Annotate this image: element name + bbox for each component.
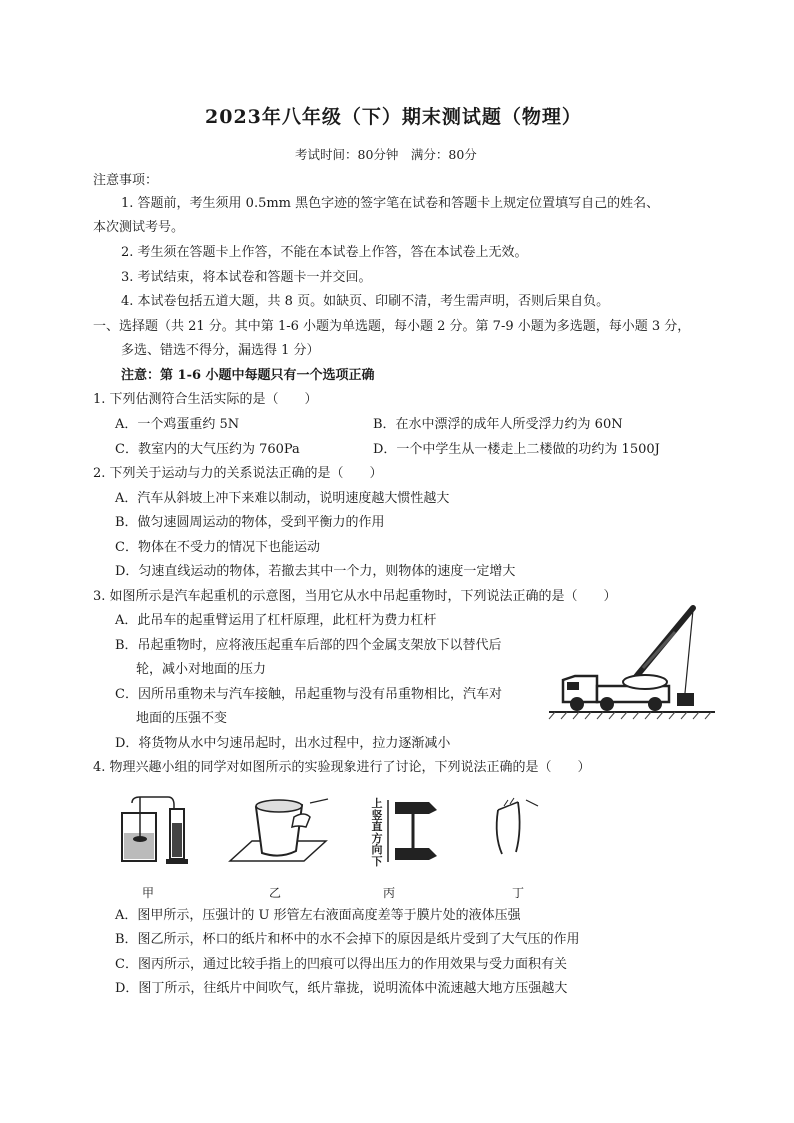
q2-option-b: B．做匀速圆周运动的物体，受到平衡力的作用 [115, 515, 385, 530]
q2-option-d: D．匀速直线运动的物体，若撤去其中一个力，则物体的速度一定增大 [115, 564, 516, 579]
notice-item-3: 3. 考试结束，将本试卷和答题卡一并交回。 [121, 270, 372, 285]
q2-stem: 2. 下列关于运动与力的关系说法正确的是（ ） [93, 466, 383, 481]
figure-label-jia: 甲 [142, 886, 155, 900]
notice-item-2: 2. 考生须在答题卡上作答，不能在本试卷上作答，答在本试卷上无效。 [121, 245, 528, 260]
notice-heading: 注意事项： [93, 173, 159, 188]
q4-option-d: D．图丁所示，往纸片中间吹气，纸片靠拢，说明流体中流速越大地方压强越大 [115, 981, 568, 996]
q3-option-c: C．因所吊重物未与汽车接触，吊起重物与没有吊重物相比，汽车对 [115, 687, 502, 702]
figure-yi-cup-paper [222, 795, 332, 871]
hand [292, 814, 310, 827]
section1-header: 一、选择题（共 21 分。其中第 1-6 小题为单选题，每小题 2 分。第 7-9 小题为多选题，每小题 3 分， [93, 319, 691, 334]
figure-label-yi: 乙 [269, 886, 282, 900]
label-up: 上 [371, 797, 383, 810]
lower-finger [395, 848, 437, 860]
label-down: 下 [371, 854, 383, 868]
figure-bing-direction-label [369, 798, 385, 867]
label-char: 直 [371, 820, 383, 833]
truck-wheel [570, 697, 584, 711]
label-char: 方 [371, 831, 383, 845]
q1-stem: 1. 下列估测符合生活实际的是（ ） [93, 392, 318, 407]
q1-option-d: D．一个中学生从一楼走上二楼做的功约为 1500J [373, 442, 660, 457]
truck-wheel [600, 697, 614, 711]
crane-turntable [623, 675, 667, 689]
label-char: 竖 [371, 808, 383, 822]
truck-wheel [648, 697, 662, 711]
paper-left [497, 810, 502, 854]
figure-ding-paper-sheets [490, 796, 550, 860]
q1-option-b: B．在水中漂浮的成年人所受浮力约为 60N [373, 417, 623, 432]
q2-option-c: C．物体在不受力的情况下也能运动 [115, 540, 320, 555]
q3-option-b-cont: 轮，减小对地面的压力 [136, 662, 267, 677]
q4-option-c: C．图丙所示，通过比较手指上的凹痕可以得出压力的作用效果与受力面积有关 [115, 957, 567, 972]
notice-item-1: 1. 答题前，考生须用 0.5mm 黑色字迹的签字笔在试卷和答题卡上规定位置填写自己的姓名、 [121, 196, 660, 211]
q2-option-a: A．汽车从斜坡上冲下来难以制动，说明速度越大惯性越大 [115, 491, 450, 506]
blow-line [526, 800, 538, 806]
paper-right [516, 802, 520, 852]
q1-option-c: C．教室内的大气压约为 760Pa [115, 442, 300, 457]
q4-option-a: A．图甲所示，压强计的 U 形管左右液面高度差等于膜片处的液体压强 [115, 908, 521, 923]
notice-item-4: 4. 本试卷包括五道大题，共 8 页。如缺页、印刷不清，考生需声明，否则后果自负。 [121, 294, 610, 309]
q3-option-c-cont: 地面的压强不变 [136, 711, 228, 726]
figure-label-bing: 丙 [383, 886, 396, 900]
arm-line [310, 799, 328, 803]
notice-item-1-cont: 本次测试考号。 [93, 220, 185, 235]
q4-stem: 4. 物理兴趣小组的同学对如图所示的实验现象进行了讨论，下列说法正确的是（ ） [93, 760, 591, 775]
q1-option-a: A．一个鸡蛋重约 5N [115, 417, 240, 432]
q3-option-b: B．吊起重物时，应将液压起重车后部的四个金属支架放下以替代后 [115, 638, 502, 653]
ground-hatching [549, 712, 711, 719]
cab-window [567, 682, 579, 690]
q3-stem: 3. 如图所示是汽车起重机的示意图，当用它从水中吊起重物时，下列说法正确的是（ ） [93, 589, 617, 604]
hydraulic-arm [643, 632, 675, 668]
upper-finger [395, 802, 437, 814]
crane-truck-figure [545, 598, 720, 730]
section1-header-cont: 多选、错选不得分，漏选得 1 分） [121, 343, 320, 358]
q4-option-b: B．图乙所示，杯口的纸片和杯中的水不会掉下的原因是纸片受到了大气压的作用 [115, 932, 580, 947]
figure-bing-pencil-fingers [385, 798, 440, 866]
crane-cable [685, 610, 693, 693]
figure-label-ding: 丁 [512, 886, 525, 900]
u-tube-liquid [172, 823, 182, 857]
exam-title: 2023年八年级（下）期末测试题（物理） [205, 106, 582, 128]
manometer-base [166, 859, 188, 864]
section1-note: 注意：第 1-6 小题中每题只有一个选项正确 [121, 368, 375, 383]
lifted-load [677, 693, 694, 706]
exam-time-score: 考试时间：80分钟 满分：80分 [295, 147, 477, 162]
cup-rim [256, 800, 302, 812]
paper-top-left [498, 802, 518, 810]
figure-jia-pressure-gauge [118, 795, 198, 867]
label-char: 向 [371, 843, 383, 856]
q3-option-a: A．此吊车的起重臂运用了杠杆原理，此杠杆为费力杠杆 [115, 613, 437, 628]
q3-option-d: D．将货物从水中匀速吊起时，出水过程中，拉力逐渐减小 [115, 736, 451, 751]
